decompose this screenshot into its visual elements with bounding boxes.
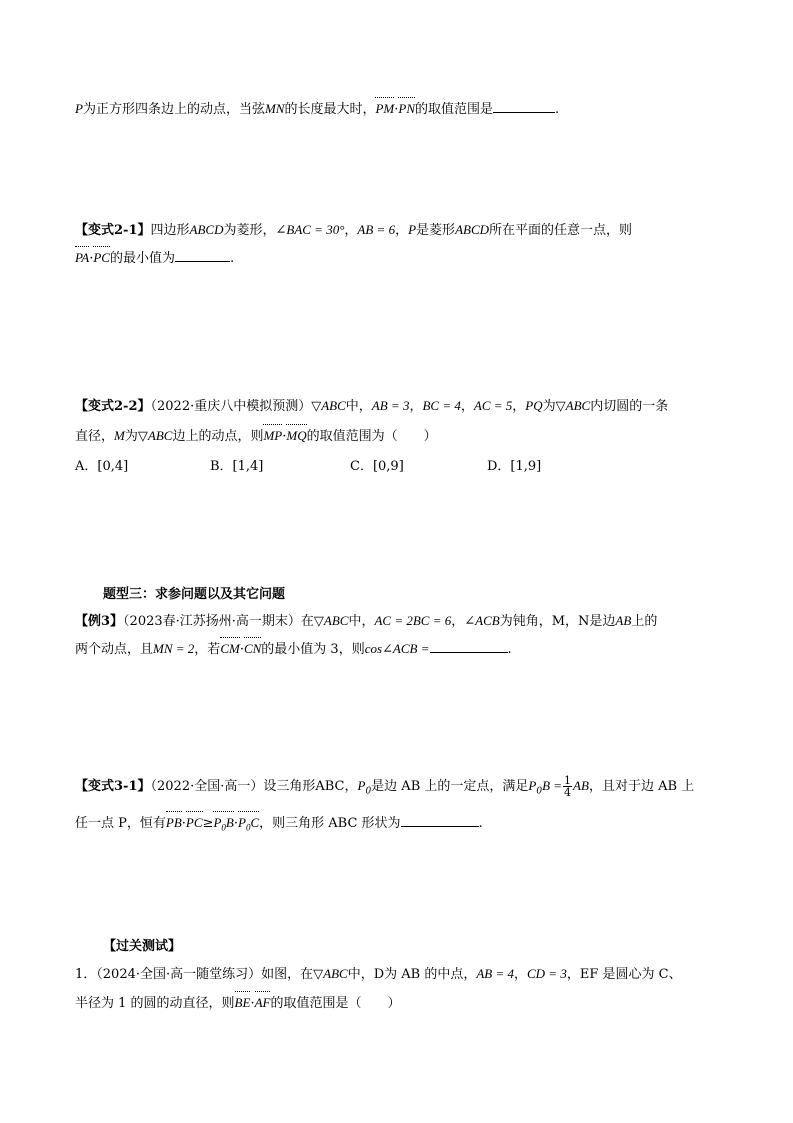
vector-PC: PC bbox=[93, 250, 110, 265]
text: ， bbox=[395, 223, 409, 238]
vector-CN: CN bbox=[243, 641, 262, 656]
dot-operator: · bbox=[89, 251, 94, 266]
text: 是菱形 bbox=[416, 223, 456, 238]
text: 上的 bbox=[631, 614, 658, 629]
math-P0B: P bbox=[528, 778, 537, 793]
text: ，EF 是圆心为 C、 bbox=[566, 967, 682, 982]
vector-PB: PB bbox=[165, 815, 182, 830]
math-CD: CD = 3 bbox=[527, 966, 567, 981]
text: 为 bbox=[542, 399, 556, 414]
vector-P0C: $P_0C$ bbox=[238, 814, 259, 837]
math-ABCD: ABCD bbox=[455, 222, 490, 237]
variant-2-1-line2 bbox=[75, 249, 234, 268]
vector-text: P bbox=[213, 815, 222, 830]
variant-3-1-line1 bbox=[75, 775, 694, 801]
variant-3-1-line2 bbox=[75, 814, 483, 837]
option-A[interactable] bbox=[75, 458, 128, 476]
subscript: 0 bbox=[365, 786, 372, 797]
vector-PA: PA bbox=[75, 250, 90, 265]
text: 半径为 1 的圆的动直径，则 bbox=[75, 996, 235, 1011]
option-label: B．[1,4] bbox=[210, 459, 264, 474]
text: 是边 AB 上的一定点，满足 bbox=[371, 779, 529, 794]
text: ， bbox=[344, 223, 358, 238]
option-label: A．[0,4] bbox=[75, 459, 129, 474]
vector-CM: CM bbox=[220, 641, 240, 656]
dot-operator: · bbox=[250, 996, 255, 1011]
vector-BE: BE bbox=[234, 995, 251, 1010]
text: ， bbox=[451, 614, 465, 629]
test-heading: 【过关测试】 bbox=[103, 939, 182, 954]
vector-PM: PM bbox=[375, 101, 395, 116]
text: ，且对于边 AB 上 bbox=[588, 779, 695, 794]
math-AC: AC = 5 bbox=[473, 398, 513, 413]
dot-operator: · bbox=[282, 429, 287, 444]
text: 为 bbox=[124, 429, 138, 444]
math-triangle: ▽ABC bbox=[313, 613, 349, 628]
math-AB: AB = 6 bbox=[357, 222, 396, 237]
math-MN: MN = 2 bbox=[153, 641, 195, 656]
dot-operator: · bbox=[394, 102, 399, 117]
math-AC: AC = 2BC = 6 bbox=[374, 613, 452, 628]
subscript: 0 bbox=[221, 822, 226, 833]
text: 的最小值为 3，则 bbox=[261, 642, 365, 657]
subscript: 0 bbox=[245, 822, 251, 833]
math-AB: AB = 4 bbox=[476, 966, 514, 981]
text: 四边形 bbox=[150, 223, 190, 238]
geq-operator: ≥ bbox=[202, 816, 214, 831]
text: 中， bbox=[345, 399, 372, 414]
text: 两个动点，且 bbox=[75, 642, 154, 657]
text: ，则三角形 ABC 形状为 bbox=[259, 816, 401, 831]
vector-P0B: $P_0B$ bbox=[213, 814, 233, 837]
answer-blank[interactable] bbox=[430, 640, 508, 653]
text: 的取值范围为（ ） bbox=[306, 429, 437, 444]
text: 的长度最大时， bbox=[284, 102, 376, 117]
answer-blank[interactable] bbox=[401, 814, 479, 827]
text: 的最小值为 bbox=[109, 251, 175, 266]
option-B[interactable] bbox=[210, 458, 263, 476]
math-triangle: ▽ABC bbox=[137, 428, 173, 443]
text: 为正方形四条边上的动点，当弦 bbox=[82, 102, 265, 117]
math-PQ: PQ bbox=[525, 398, 543, 413]
math-BC: BC = 4 bbox=[422, 398, 461, 413]
math-B: B = bbox=[542, 778, 563, 793]
option-D[interactable] bbox=[487, 458, 541, 476]
math-triangle: ▽ABC bbox=[313, 966, 348, 981]
variant-2-2-line1: 【变式2-2】（2022·重庆八中模拟预测）▽ABC中，AB = 3，BC = 4，AC = 5，PQ为▽ABC内切圆的一条 bbox=[75, 398, 669, 414]
fraction bbox=[563, 775, 572, 798]
dot-operator: · bbox=[233, 816, 238, 831]
test-q1-line1 bbox=[75, 965, 682, 984]
test-q1-line2 bbox=[75, 994, 400, 1013]
fraction-denominator: 4 bbox=[564, 786, 572, 799]
text: . bbox=[478, 816, 483, 831]
problem-p1-line bbox=[75, 100, 559, 119]
dot-operator: · bbox=[181, 816, 186, 831]
text: ，若 bbox=[194, 642, 221, 657]
text: 直径， bbox=[75, 429, 115, 444]
text: 为菱形， bbox=[223, 223, 276, 238]
math-triangle: ▽ABC bbox=[311, 398, 346, 413]
text: . bbox=[230, 251, 235, 266]
text: 为钝角，M，N是边 bbox=[499, 614, 616, 629]
math-triangle: ▽ABC bbox=[555, 398, 591, 413]
text: . bbox=[555, 102, 560, 117]
math-P: P bbox=[75, 101, 83, 116]
math-M: M bbox=[114, 428, 125, 443]
text: （2022·全国·高一）设三角形ABC， bbox=[150, 779, 358, 794]
math-AB: AB bbox=[615, 613, 632, 628]
answer-blank[interactable] bbox=[175, 249, 230, 262]
math-P0: P bbox=[357, 778, 366, 793]
variant-2-2-line2 bbox=[75, 427, 437, 446]
example-3-line2 bbox=[75, 640, 512, 659]
text: 边上的动点，则 bbox=[172, 429, 264, 444]
vector-text: P bbox=[238, 815, 246, 830]
variant-tag: 【变式2-2】 bbox=[75, 399, 151, 414]
text: . bbox=[507, 642, 512, 657]
text: 中，D为 AB 的中点， bbox=[347, 967, 477, 982]
text: 的取值范围是 bbox=[415, 102, 494, 117]
option-label: C．[0,9] bbox=[350, 459, 404, 474]
text: 任一点 P，恒有 bbox=[75, 816, 166, 831]
math-cos: cos∠ACB = bbox=[364, 641, 430, 656]
math-angle: ∠BAC = 30° bbox=[275, 222, 345, 237]
dot-operator: · bbox=[239, 642, 244, 657]
math-AB: AB = 3 bbox=[371, 398, 410, 413]
math-P: P bbox=[408, 222, 417, 237]
variant-2-1-line1 bbox=[75, 221, 632, 240]
subscript: 0 bbox=[536, 786, 543, 797]
vector-PN: PN bbox=[398, 101, 416, 116]
option-label: D．[1,9] bbox=[487, 459, 542, 474]
option-C[interactable] bbox=[350, 458, 404, 476]
example-tag: 【例3】 bbox=[75, 614, 124, 629]
math-angle: ∠ACB bbox=[464, 613, 500, 628]
text: 的取值范围是（ ） bbox=[270, 996, 401, 1011]
section-heading: 题型三：求参问题以及其它问题 bbox=[103, 587, 286, 602]
variant-tag: 【变式2-1】 bbox=[75, 223, 151, 238]
vector-MP: MP bbox=[263, 428, 283, 443]
math-AB: AB bbox=[573, 778, 589, 793]
vector-MQ: MQ bbox=[286, 428, 307, 443]
text: ， bbox=[513, 967, 527, 982]
variant-tag: 【变式3-1】 bbox=[75, 779, 151, 794]
math-MN: MN bbox=[264, 101, 285, 116]
text: （2022·重庆八中模拟预测） bbox=[150, 399, 312, 414]
vector-AF: AF bbox=[254, 995, 271, 1010]
math-ABCD: ABCD bbox=[189, 222, 224, 237]
answer-blank[interactable] bbox=[493, 100, 555, 113]
example-3-line1 bbox=[75, 612, 657, 631]
fraction-numerator: 1 bbox=[564, 774, 572, 787]
text: 1．（2024·全国·高一随堂练习）如图，在 bbox=[75, 967, 314, 982]
text: 中， bbox=[348, 614, 375, 629]
vector-PC: PC bbox=[185, 815, 203, 830]
text: 所在平面的任意一点，则 bbox=[489, 223, 633, 238]
text: （2023春·江苏扬州·高一期末）在 bbox=[123, 614, 314, 629]
text: 内切圆的一条 bbox=[590, 399, 669, 414]
